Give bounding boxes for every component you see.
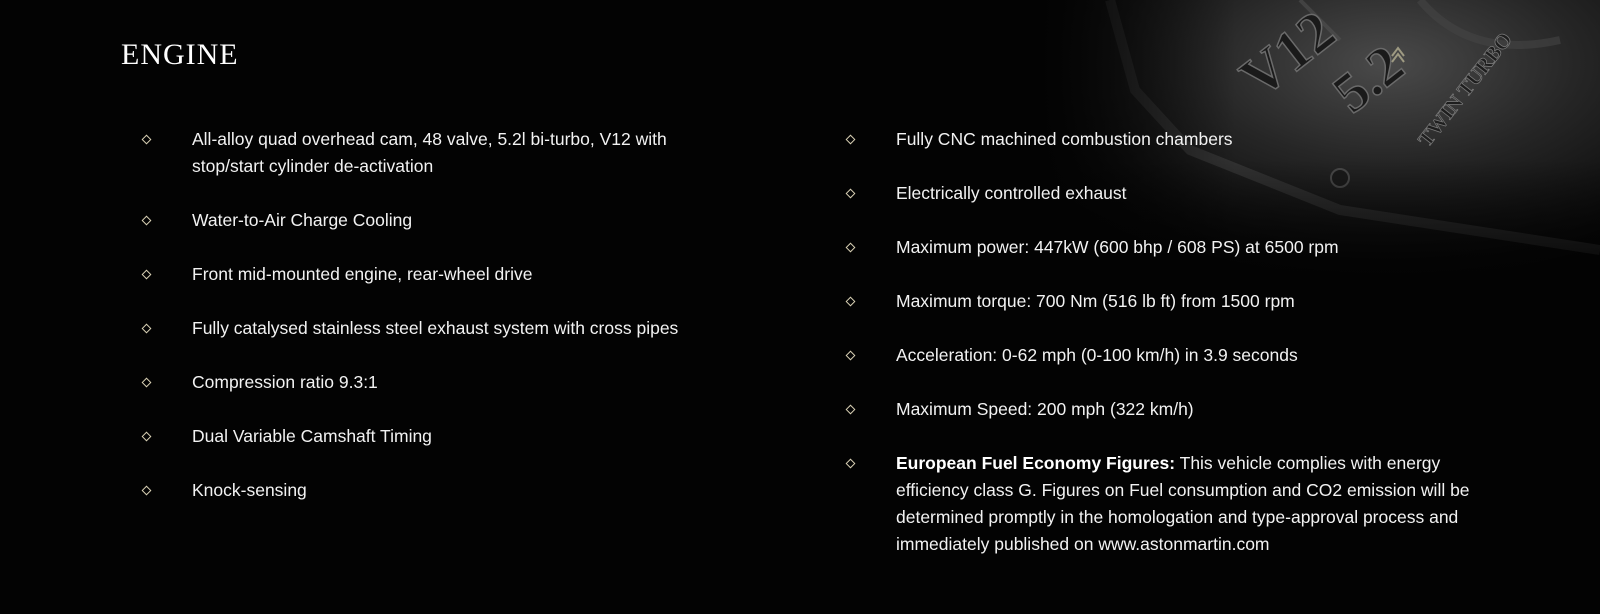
list-item [844, 396, 1484, 423]
diamond-bullet-icon [846, 405, 856, 415]
spec-text: Maximum Speed: 200 mph (322 km/h) [896, 399, 1194, 419]
spec-text: Maximum power: 447kW (600 bhp / 608 PS) at 6500 rpm [896, 237, 1339, 257]
engine-spec-list-left [140, 126, 740, 531]
diamond-bullet-icon [846, 243, 856, 253]
spec-text: Knock-sensing [192, 480, 307, 500]
spec-text: Dual Variable Camshaft Timing [192, 426, 432, 446]
engine-spec-list-right [844, 126, 1484, 585]
spec-text: Compression ratio 9.3:1 [192, 372, 378, 392]
list-item [844, 288, 1484, 315]
spec-text: Acceleration: 0-62 mph (0-100 km/h) in 3.9 seconds [896, 345, 1298, 365]
spec-text: Electrically controlled exhaust [896, 183, 1127, 203]
diamond-bullet-icon [846, 189, 856, 199]
list-item [140, 207, 740, 234]
diamond-bullet-icon [142, 486, 152, 496]
list-item [140, 423, 740, 450]
diamond-bullet-icon [846, 459, 856, 469]
list-item [140, 126, 740, 180]
fuel-economy-text: This vehicle complies with energy efficiency class G. Figures on Fuel consumption and CO2 emission will be determined promptly in the homologation and type-approval process and immediately published on www.astonmartin.com [896, 453, 1470, 554]
diamond-bullet-icon [142, 324, 152, 334]
spec-text: Water-to-Air Charge Cooling [192, 210, 413, 230]
section-title: ENGINE [121, 38, 239, 71]
list-item [140, 315, 740, 342]
diamond-bullet-icon [846, 135, 856, 145]
spec-text: All-alloy quad overhead cam, 48 valve, 5.2l bi-turbo, V12 with stop/start cylinder de-activation [192, 129, 667, 176]
list-item [140, 477, 740, 504]
list-item [844, 180, 1484, 207]
spec-text: Front mid-mounted engine, rear-wheel drive [192, 264, 533, 284]
diamond-bullet-icon [142, 378, 152, 388]
diamond-bullet-icon [142, 216, 152, 226]
spec-text: Fully catalysed stainless steel exhaust system with cross pipes [192, 318, 679, 338]
spec-text: Maximum torque: 700 Nm (516 lb ft) from 1500 rpm [896, 291, 1295, 311]
spec-text: Fully CNC machined combustion chambers [896, 129, 1233, 149]
list-item [844, 234, 1484, 261]
diamond-bullet-icon [142, 135, 152, 145]
list-item [140, 369, 740, 396]
list-item [140, 261, 740, 288]
fuel-economy-label: European Fuel Economy Figures: [896, 453, 1176, 473]
diamond-bullet-icon [142, 270, 152, 280]
diamond-bullet-icon [142, 432, 152, 442]
list-item [844, 126, 1484, 153]
list-item [844, 342, 1484, 369]
fuel-economy-item [844, 450, 1484, 558]
diamond-bullet-icon [846, 351, 856, 361]
diamond-bullet-icon [846, 297, 856, 307]
